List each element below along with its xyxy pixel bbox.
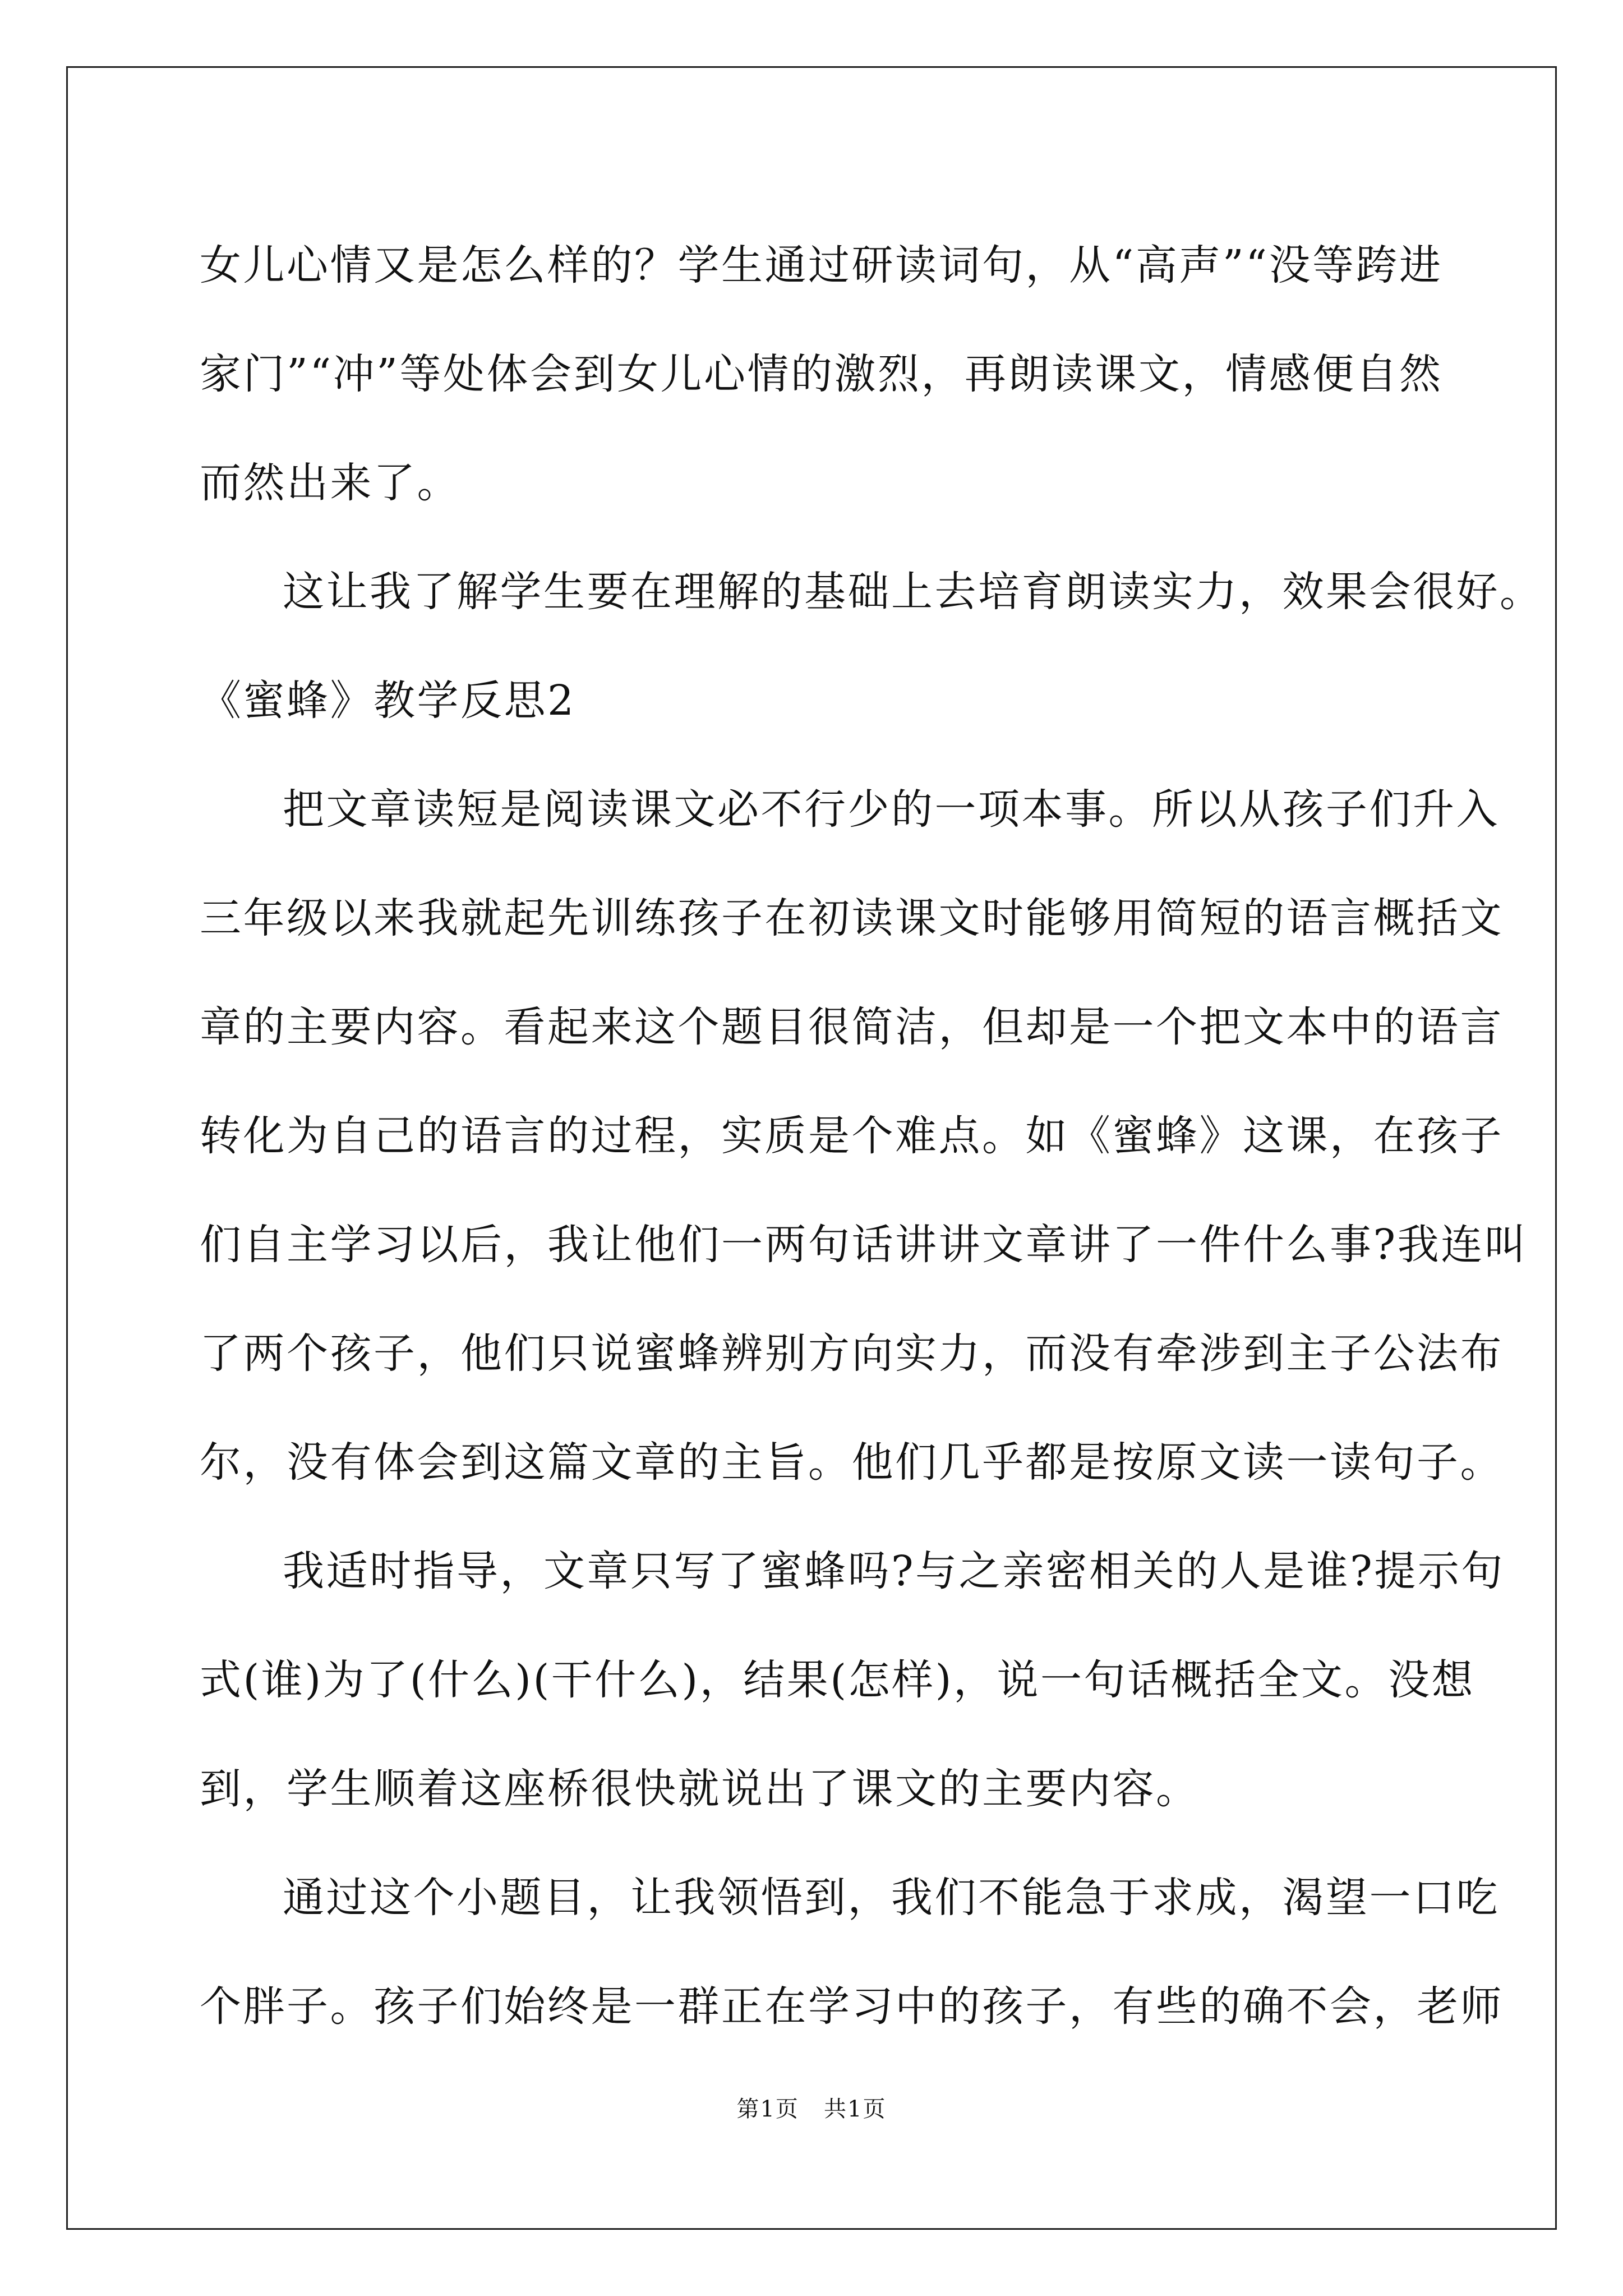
text-line: 我适时指导，文章只写了蜜蜂吗?与之亲密相关的人是谁?提示句: [283, 1547, 1505, 1595]
text-line: 而然出来了。: [200, 459, 460, 507]
text-line: 个胖子。孩子们始终是一群正在学习中的孩子，有些的确不会，老师: [200, 1982, 1504, 2031]
text-line: 到，学生顺着这座桥很快就说出了课文的主要内容。: [200, 1765, 1200, 1813]
document-body: [200, 211, 1543, 2061]
section-heading: 《蜜蜂》教学反思2: [200, 677, 576, 725]
text-line: 把文章读短是阅读课文必不行少的一项本事。所以从孩子们升入: [283, 785, 1500, 834]
text-line: 女儿心情又是怎么样的？学生通过研读词句，从“高声”“没等跨进: [200, 241, 1443, 289]
text-line: 式(谁)为了(什么)(干什么)，结果(怎样)，说一句话概括全文。没想: [200, 1656, 1475, 1704]
page-footer: [0, 2092, 1623, 2126]
text-line: 尔，没有体会到这篇文章的主旨。他们几乎都是按原文读一读句子。: [200, 1438, 1504, 1487]
text-line: 家门”“冲”等处体会到女儿心情的激烈，再朗读课文，情感便自然: [200, 350, 1443, 398]
page-number: 第1页 共1页: [736, 2096, 887, 2122]
text-line: 三年级以来我就起先训练孩子在初读课文时能够用简短的语言概括文: [200, 894, 1504, 942]
text-line: 转化为自己的语言的过程，实质是个难点。如《蜜蜂》这课，在孩子: [200, 1112, 1504, 1160]
text-line: 了两个孩子，他们只说蜜蜂辨别方向实力，而没有牵涉到主子公法布: [200, 1329, 1504, 1378]
text-line: 们自主学习以后，我让他们一两句话讲讲文章讲了一件什么事?我连叫: [200, 1221, 1528, 1269]
text-line: 这让我了解学生要在理解的基础上去培育朗读实力，效果会很好。: [283, 568, 1543, 616]
text-line: 通过这个小题目，让我领悟到，我们不能急于求成，渴望一口吃: [283, 1874, 1500, 1922]
text-line: 章的主要内容。看起来这个题目很简洁，但却是一个把文本中的语言: [200, 1003, 1504, 1051]
